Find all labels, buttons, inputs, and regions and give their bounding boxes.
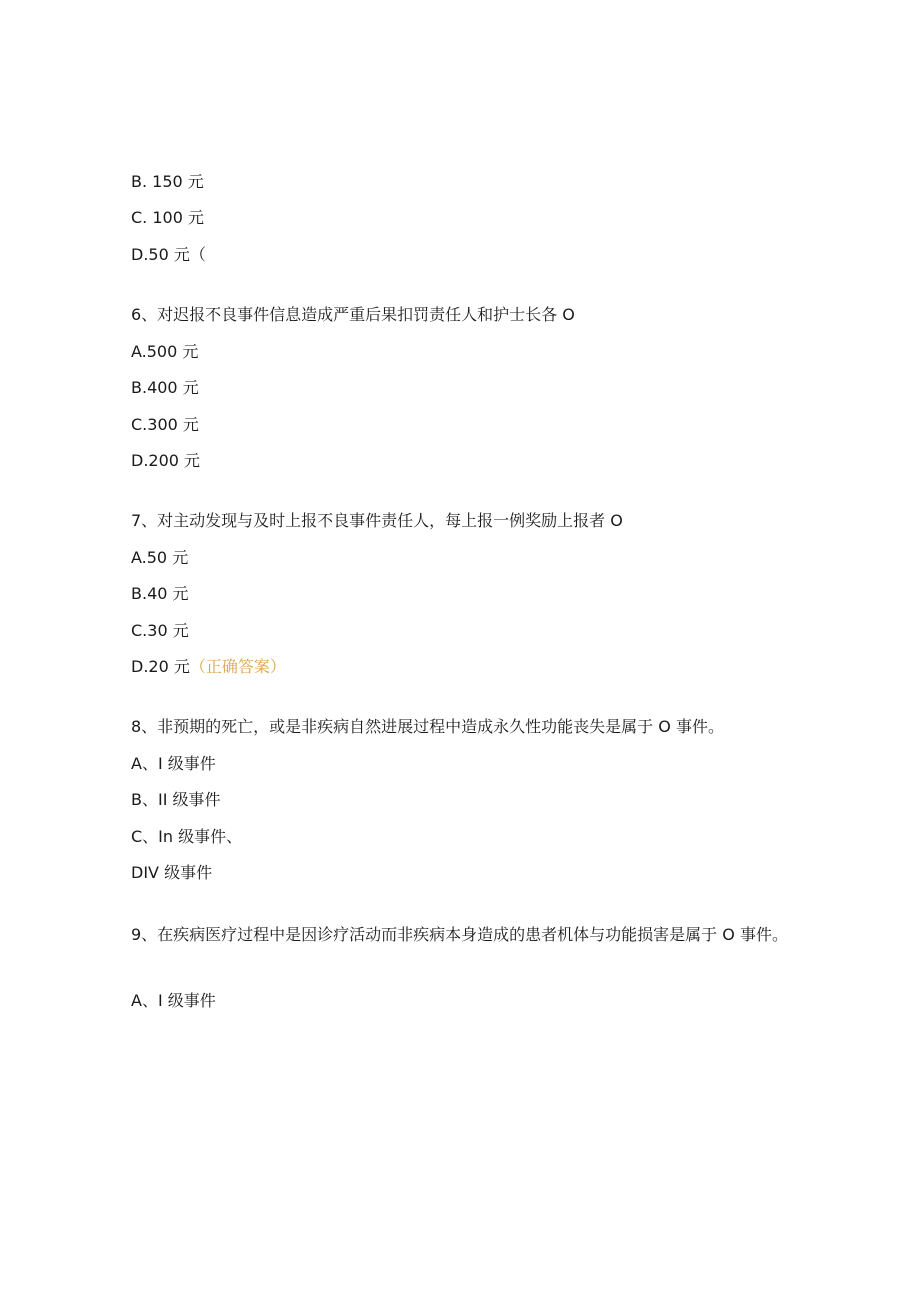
q6-option-c: C.300 元 — [131, 415, 199, 434]
q6-option-b: B.400 元 — [131, 378, 199, 397]
q7-option-a: A.50 元 — [131, 548, 189, 567]
q8-stem: 8、非预期的死亡，或是非疾病自然进展过程中造成永久性功能丧失是属于 O 事件。 — [131, 717, 724, 736]
q8-option-d: DIV 级事件 — [131, 863, 213, 882]
q8-option-b: B、II 级事件 — [131, 790, 221, 809]
q6-option-d: D.200 元 — [131, 451, 201, 470]
q7-option-c: C.30 元 — [131, 621, 189, 640]
q7-option-d-text: D.20 元 — [131, 657, 190, 676]
q8-option-a: A、I 级事件 — [131, 754, 216, 773]
q6-option-a: A.500 元 — [131, 342, 199, 361]
q5-option-d: D.50 元（ — [131, 245, 206, 264]
q5-option-b: B. 150 元 — [131, 172, 204, 191]
q9-option-a: A、I 级事件 — [131, 991, 216, 1010]
q9-stem: 9、在疾病医疗过程中是因诊疗活动而非疾病本身造成的患者机体与功能损害是属于 O 事件。 — [131, 925, 788, 944]
q7-stem: 7、对主动发现与及时上报不良事件责任人，每上报一例奖励上报者 O — [131, 511, 623, 530]
q7-option-d — [131, 656, 286, 678]
q6-stem: 6、对迟报不良事件信息造成严重后果扣罚责任人和护士长各 O — [131, 305, 575, 324]
q8-option-c: C、In 级事件、 — [131, 827, 243, 846]
q5-option-c: C. 100 元 — [131, 208, 204, 227]
q7-option-b: B.40 元 — [131, 584, 189, 603]
correct-answer-mark: （正确答案） — [189, 657, 286, 676]
